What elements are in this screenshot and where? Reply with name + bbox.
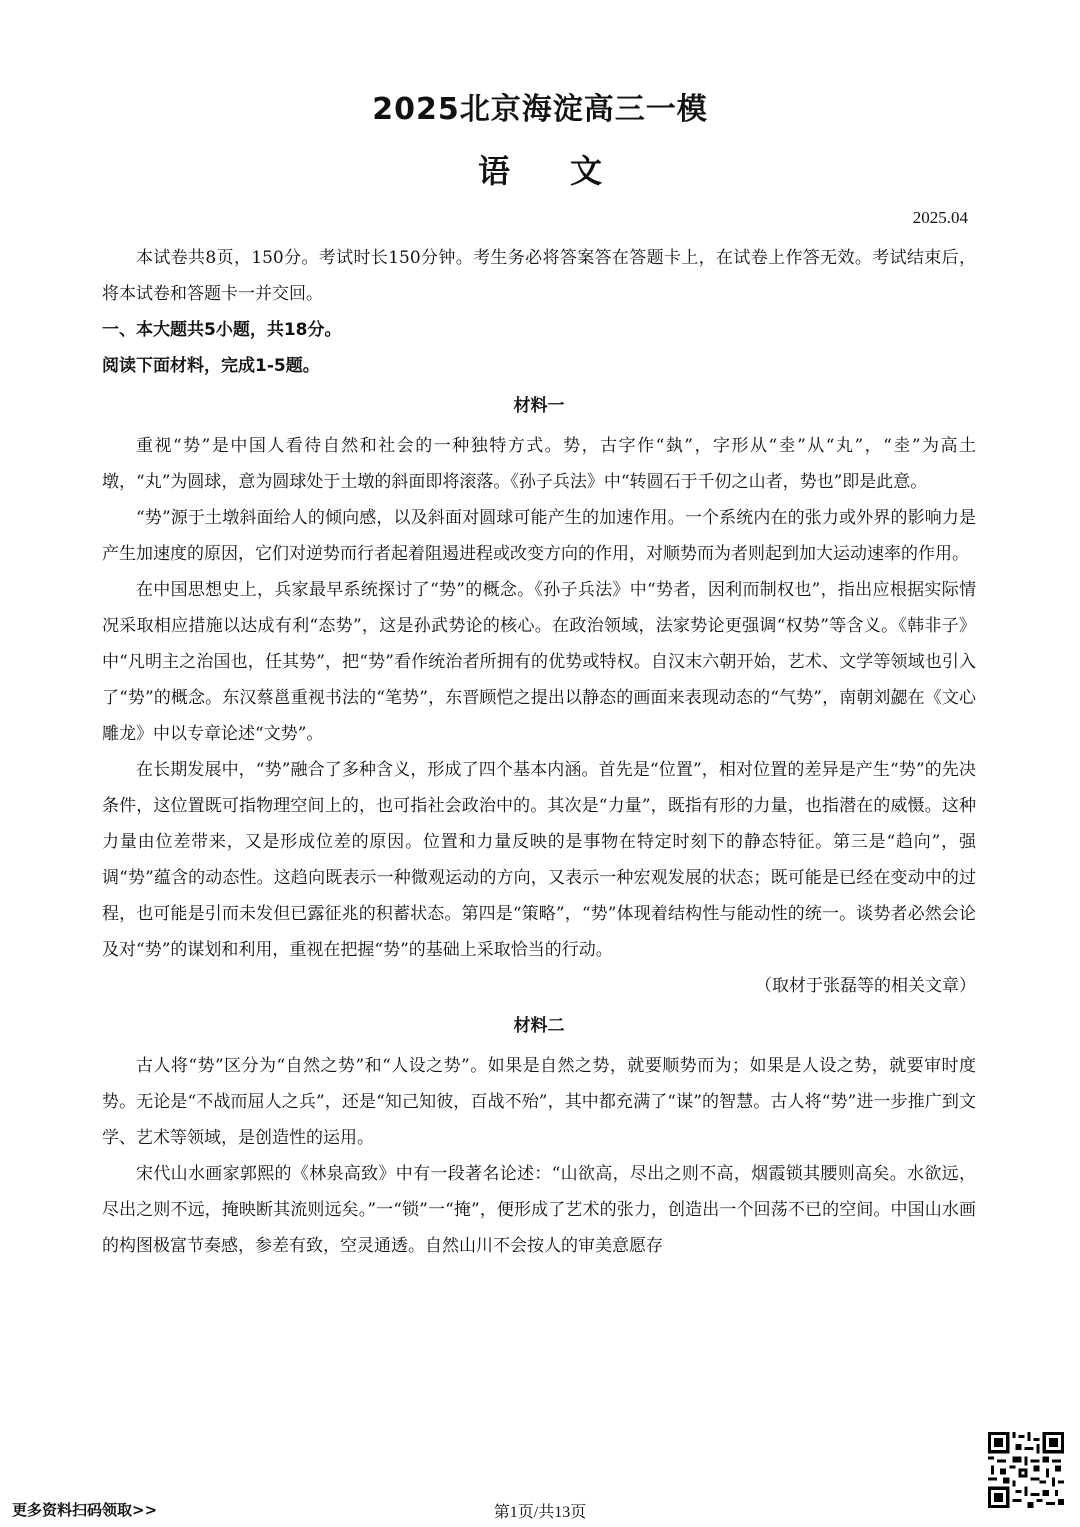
intro-text: 本试卷共8页，150分。考试时长150分钟。考生务必将答案答在答题卡上，在试卷上作答无效。考试结束后，将本试卷和答题卡一并交回。 — [102, 248, 976, 304]
reading-instruction: 阅读下面材料，完成1-5题。 — [102, 356, 320, 376]
material-1-paragraph: 重视“势”是中国人看待自然和社会的一种独特方式。势，古字作“埶”，字形从“坴”从“丸”，“坴”为高土墩，“丸”为圆球，意为圆球处于土墩的斜面即将滚落。《孙子兵法》中“转圆石于千仞之山者，势也”即是此意。 — [102, 436, 976, 492]
section-heading: 一、本大题共5小题，共18分。 — [102, 320, 342, 340]
page-number: 第1页/共13页 — [493, 1504, 587, 1521]
material-1-paragraph: “势”源于土墩斜面给人的倾向感，以及斜面对圆球可能产生的加速作用。一个系统内在的张力或外界的影响力是产生加速度的原因，它们对逆势而行者起着阻遏进程或改变方向的作用，对顺势而为者则起到加大运动速率的作用。 — [102, 508, 976, 564]
material-1-title: 材料一 — [513, 396, 565, 416]
material-2-paragraph: 宋代山水画家郭熙的《林泉高致》中有一段著名论述：“山欲高，尽出之则不高，烟霞锁其腰则高矣。水欲远，尽出之则不远，掩映断其流则远矣。”一“锁”一“掩”，便形成了艺术的张力，创造出一个回荡不已的空间。中国山水画的构图极富节奏感，参差有致，空灵通透。自然山川不会按人的审美意愿存 — [102, 1164, 976, 1256]
qr-code-icon[interactable] — [988, 1432, 1064, 1508]
material-2-title: 材料二 — [513, 1016, 565, 1036]
exam-content — [102, 240, 976, 1264]
material-2-paragraph: 古人将“势”区分为“自然之势”和“人设之势”。如果是自然之势，就要顺势而为；如果是人设之势，就要审时度势。无论是“不战而屈人之兵”，还是“知己知彼，百战不殆”，其中都充满了“谋”的智慧。古人将“势”进一步推广到文学、艺术等领域，是创造性的运用。 — [102, 1056, 976, 1148]
more-resources-link[interactable]: 更多资料扫码领取>> — [12, 1501, 158, 1519]
exam-title: 2025北京海淀高三一模 — [372, 92, 708, 127]
material-1-paragraph: 在长期发展中，“势”融合了多种含义，形成了四个基本内涵。首先是“位置”，相对位置的差异是产生“势”的先决条件，这位置既可指物理空间上的，也可指社会政治中的。其次是“力量”，既指有形的力量，也指潜在的威慑。这种力量由位差带来，又是形成位差的原因。位置和力量反映的是事物在特定时刻下的静态特征。第三是“趋向”，强调“势”蕴含的动态性。这趋向既表示一种微观运动的方向，又表示一种宏观发展的状态；既可能是已经在变动中的过程，也可能是引而未发但已露征兆的积蓄状态。第四是“策略”，“势”体现着结构性与能动性的统一。谈势者必然会论及对“势”的谋划和利用，重视在把握“势”的基础上采取恰当的行动。 — [102, 760, 976, 960]
exam-date: 2025.04 — [912, 208, 968, 227]
material-1-paragraph: 在中国思想史上，兵家最早系统探讨了“势”的概念。《孙子兵法》中“势者，因利而制权也”，指出应根据实际情况采取相应措施以达成有利“态势”，这是孙武势论的核心。在政治领域，法家势论更强调“权势”等含义。《韩非子》中“凡明主之治国也，任其势”，把“势”看作统治者所拥有的优势或特权。自汉末六朝开始，艺术、文学等领域也引入了“势”的概念。东汉蔡邕重视书法的“笔势”，东晋顾恺之提出以静态的画面来表现动态的“气势”，南朝刘勰在《文心雕龙》中以专章论述“文势”。 — [102, 580, 976, 744]
subject-title: 语文 — [477, 152, 662, 190]
material-1-source: （取材于张磊等的相关文章） — [755, 976, 976, 996]
